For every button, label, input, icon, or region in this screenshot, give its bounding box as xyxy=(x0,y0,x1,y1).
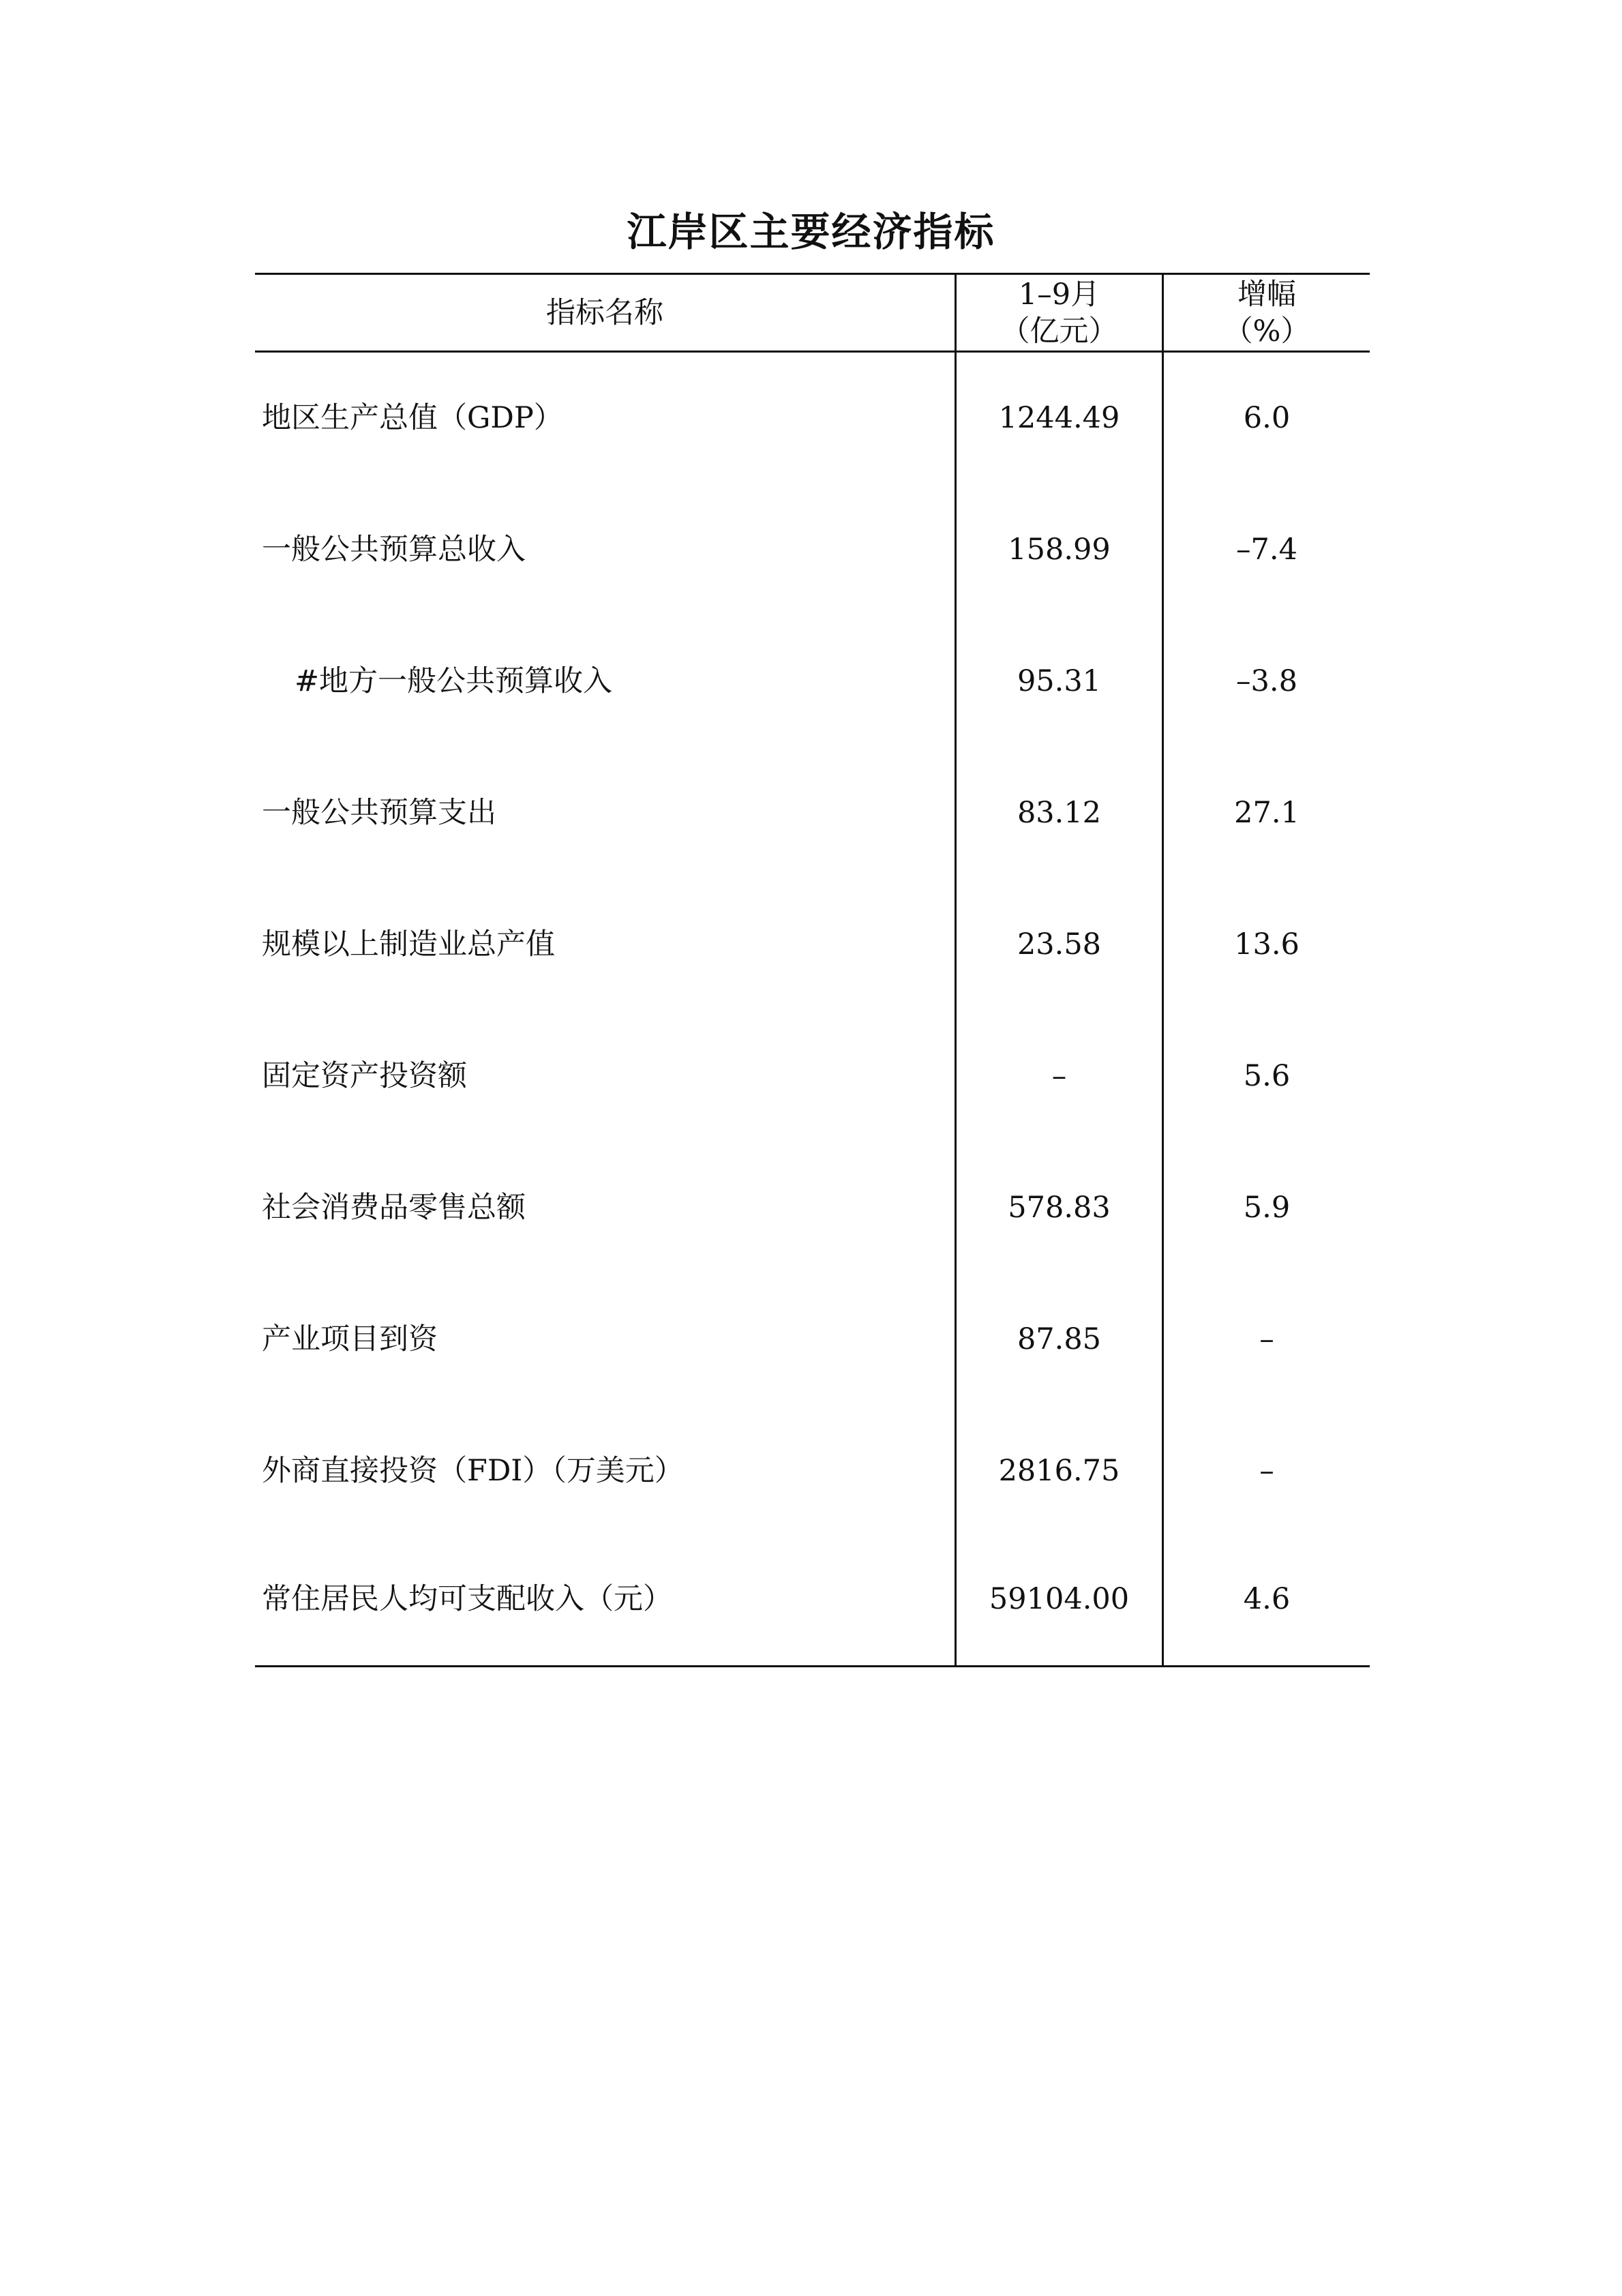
row-growth: 4.6 xyxy=(1243,1582,1291,1616)
table-row xyxy=(255,616,1370,747)
row-growth: 27.1 xyxy=(1234,796,1300,830)
indicator-table xyxy=(255,273,1370,1667)
header-indicator-name xyxy=(255,275,955,351)
header-value-unit: （亿元） xyxy=(1000,314,1118,348)
row-growth: 5.9 xyxy=(1243,1191,1291,1225)
page-title: 江岸区主要经济指标 xyxy=(627,209,995,255)
table-row xyxy=(255,1274,1370,1405)
row-value: 23.58 xyxy=(1017,927,1102,961)
row-value: 95.31 xyxy=(1017,664,1102,698)
row-value: 59104.00 xyxy=(989,1582,1130,1616)
row-name: 一般公共预算支出 xyxy=(262,796,496,830)
row-value: 2816.75 xyxy=(998,1454,1120,1488)
row-value: 1244.49 xyxy=(998,401,1120,435)
table-row xyxy=(255,747,1370,879)
header-value xyxy=(957,275,1162,351)
row-name: 一般公共预算总收入 xyxy=(262,533,526,567)
row-name: 地区生产总值（GDP） xyxy=(262,401,563,435)
row-name: 社会消费品零售总额 xyxy=(262,1191,526,1225)
header-value-label: 1–9月 xyxy=(1018,277,1100,312)
table-row xyxy=(255,1405,1370,1537)
row-value: 87.85 xyxy=(1017,1322,1102,1356)
row-name: 固定资产投资额 xyxy=(262,1059,467,1093)
row-name: 外商直接投资（FDI）（万美元） xyxy=(262,1454,684,1488)
row-name: #地方一般公共预算收入 xyxy=(295,664,613,698)
row-name: 产业项目到资 xyxy=(262,1322,438,1356)
row-value: – xyxy=(1051,1059,1067,1093)
row-growth: 13.6 xyxy=(1234,927,1300,961)
table-row xyxy=(255,879,1370,1011)
table-bottom-rule xyxy=(255,1665,1370,1667)
table-row xyxy=(255,1011,1370,1142)
header-name-label: 指标名称 xyxy=(546,295,663,330)
table-row xyxy=(255,1142,1370,1274)
header-growth-unit: （%） xyxy=(1223,314,1310,348)
header-growth xyxy=(1164,275,1370,351)
row-growth: –3.8 xyxy=(1236,664,1297,698)
row-value: 578.83 xyxy=(1008,1191,1111,1225)
header-growth-label: 增幅 xyxy=(1237,277,1296,312)
row-growth: 5.6 xyxy=(1243,1059,1291,1093)
row-name: 常住居民人均可支配收入（元） xyxy=(262,1582,672,1616)
row-value: 158.99 xyxy=(1008,533,1111,567)
row-growth: –7.4 xyxy=(1236,533,1297,567)
row-growth: – xyxy=(1259,1322,1274,1356)
row-growth: 6.0 xyxy=(1243,401,1291,435)
row-name: 规模以上制造业总产值 xyxy=(262,927,555,961)
row-value: 83.12 xyxy=(1017,796,1102,830)
table-row xyxy=(255,353,1370,484)
table-row xyxy=(255,1534,1370,1665)
table-row xyxy=(255,484,1370,616)
row-growth: – xyxy=(1259,1454,1274,1488)
